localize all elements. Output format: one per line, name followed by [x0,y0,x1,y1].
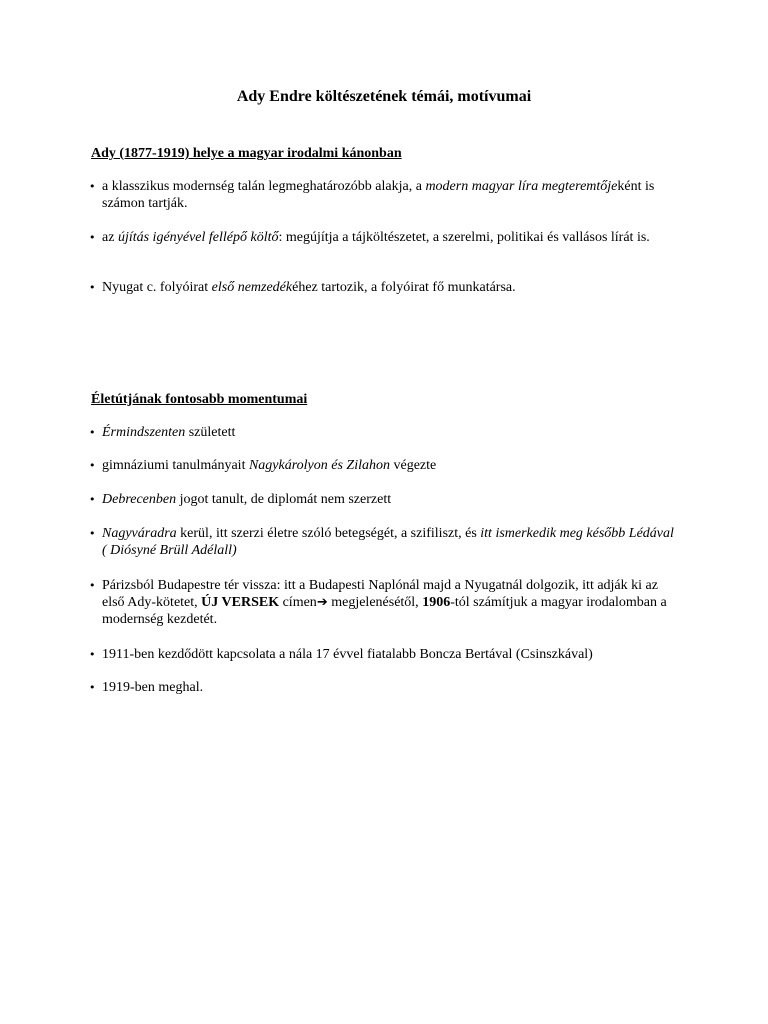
text-run: Párizsból Budapestre tér vissza: itt a Budapesti Naplónál majd a Nyugatnál dolgozik, itt adják ki az első Ady-kötetet, [102,578,658,610]
list-item [89,424,679,441]
list-item-text [102,279,679,296]
bullet-icon: • [89,426,96,439]
list-item-text [102,424,679,441]
text-run-italic: újítás igényével fellépő költő [117,230,279,245]
bullet-icon: • [89,459,96,472]
text-run: címen [279,595,317,610]
list-item-text [102,178,679,212]
text-run: jogot tanult, de diplomát nem szerzett [176,492,392,507]
bullet-icon: • [89,180,96,193]
text-run: az [102,230,118,245]
list-item-text [102,457,679,474]
list-item [89,577,679,628]
section-heading-eletut: Életútjának fontosabb momentumai [91,392,308,407]
list-item [89,279,679,296]
text-run: -tól számítjuk a magyar irodalomban a modernség kezdetét. [102,595,667,627]
bullet-icon: • [89,648,96,661]
text-run: gimnáziumi tanulmányait [102,458,249,473]
list-item [89,525,679,559]
list-item [89,229,679,246]
list-item [89,679,679,696]
arrow-right-icon: ➔ [316,595,328,610]
text-run: Nyugat c. folyóirat [102,280,212,295]
list-item [89,457,679,474]
text-run: született [185,425,236,440]
text-run: a klasszikus modernség talán legmeghatározóbb alakja, a [102,179,426,194]
text-run: éhez tartozik, a folyóirat fő munkatársa. [292,280,516,295]
bullet-icon: • [89,681,96,694]
list-item-text [102,679,679,696]
section-heading-kanon: Ady (1877-1919) helye a magyar irodalmi kánonban [91,146,402,161]
list-item [89,646,679,663]
bullet-icon: • [89,527,96,540]
text-run: 1919-ben meghal. [102,680,204,695]
text-run-italic: Nagykárolyon és Zilahon [248,458,390,473]
bullet-icon: • [89,281,96,294]
text-run-italic: Nagyváradra [102,526,177,541]
list-item-text [102,229,679,246]
text-run: végezte [390,458,437,473]
text-run-italic: Debrecenben [102,492,177,507]
text-run-italic: itt ismerkedik meg később Lédával ( Diósyné Brüll Adélall) [102,526,674,558]
text-run-bold: 1906 [422,595,451,610]
bullet-icon: • [89,493,96,506]
text-run: megjelenésétől, [327,595,423,610]
list-item-text [102,646,679,663]
text-run-italic: modern magyar líra megteremtője [425,179,618,194]
bullet-icon: • [89,231,96,244]
text-run-italic: első nemzedék [211,280,293,295]
list-item [89,178,679,212]
list-item-text [102,525,679,559]
bullet-icon: • [89,579,96,592]
text-run: kerül, itt szerzi életre szóló betegségét, a szifiliszt, és [176,526,481,541]
document-title: Ady Endre költészetének témái, motívumai [236,88,532,105]
text-run-italic: Érmindszenten [102,425,186,440]
text-run: ként is számon tartják. [102,179,655,211]
list-item-text [102,577,679,628]
text-run: : megújítja a tájköltészetet, a szerelmi, politikai és vallásos lírát is. [278,230,650,245]
list-item-text [102,491,679,508]
text-run: 1911-ben kezdődött kapcsolata a nála 17 évvel fiatalabb Boncza Bertával (Csinszkával) [102,647,593,662]
text-run-bold: ÚJ VERSEK [201,595,280,610]
list-item [89,491,679,508]
